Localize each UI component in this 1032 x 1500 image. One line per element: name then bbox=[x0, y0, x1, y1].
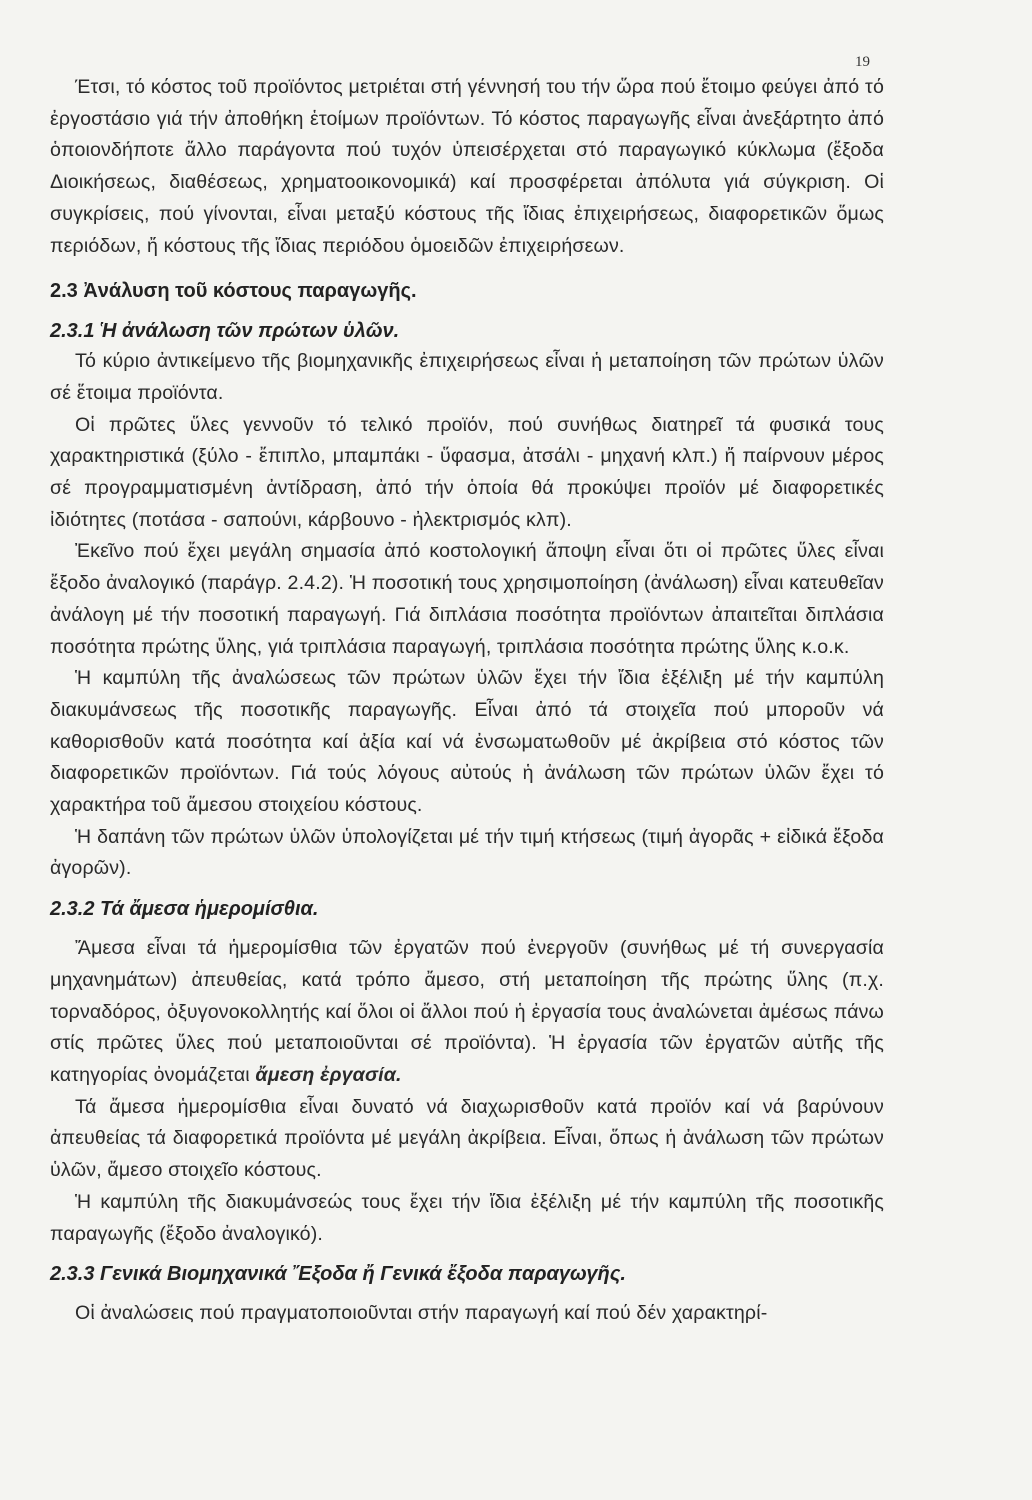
paragraph-raw-materials: Οἱ πρῶτες ὕλες γεννοῦν τό τελικό προϊόν, πού συνήθως διατηρεῖ τά φυσικά τους χαρακτηριστικά (ξύλο - ἔπιπλο, μπαμπάκι - ὕφασμα, ἀτσάλι - μηχανή κλπ.) ἤ παίρνουν μέρος σέ προγραμματισμένη ἀντίδραση, ἀπό τήν ὁποία θά προκύψει προϊόν μέ διαφορετικές ἰδιότητες (ποτάσα - σαπούνι, κάρβουνο - ἠλεκτρισμός κλπ). bbox=[50, 413, 884, 531]
page-number: 19 bbox=[855, 54, 870, 70]
paragraph-proportional-cost: Ἐκεῖνο πού ἔχει μεγάλη σημασία ἀπό κοστολογική ἄποψη εἶναι ὅτι οἱ πρῶτες ὕλες εἶναι ἔξοδο ἀναλογικό (παράγρ. 2.4.2). Ἡ ποσοτική τους χρησιμοποίηση (ἀνάλωση) εἶναι κατευθεῖαν ἀνάλογη μέ τήν ποσοτική παραγωγή. Γιά διπλάσια ποσότητα προϊόντων ἀπαιτεῖται διπλάσια ποσότητα πρώτης ὕλης, γιά τριπλάσια παραγωγή, τριπλάσια ποσότητα πρώτης ὕλης κ.ο.κ. bbox=[50, 540, 884, 658]
paragraph-wages-curve: Ἡ καμπύλη τῆς διακυμάνσεώς τους ἔχει τήν ἴδια ἐξέλιξη μέ τήν καμπύλη τῆς ποσοτικῆς παραγωγῆς (ἔξοδο ἀναλογικό). bbox=[50, 1190, 884, 1245]
paragraph-consumption-curve: Ἡ καμπύλη τῆς ἀναλώσεως τῶν πρώτων ὑλῶν ἔχει τήν ἴδια ἐξέλιξη μέ τήν καμπύλη διακυμάνσεως τῆς ποσοτικῆς παραγωγῆς. Εἶναι ἀπό τά στοιχεῖα πού μποροῦν νά καθορισθοῦν κατά ποσότητα καί ἀξία καί νά ἐνσωματωθοῦν μέ ἀκρίβεια στό κόστος τῶν διαφορετικῶν προϊόντων. Γιά τούς λόγους αὐτούς ἡ ἀνάλωση τῶν πρώτων ὑλῶν ἔχει τό χαρακτήρα τοῦ ἄμεσου στοιχείου κόστους. bbox=[50, 667, 884, 817]
page-body bbox=[50, 72, 884, 1330]
paragraph-cost-definition: Έτσι, τό κόστος τοῦ προϊόντος μετριέται στή γέννησή του τήν ὥρα πού ἔτοιμο φεύγει ἀπό τό ἐργοστάσιο γιά τήν ἀποθήκη ἑτοίμων προϊόντων. Τό κόστος παραγωγῆς εἶναι ἀνεξάρτητο ἀπό ὁποιονδήποτε ἄλλο παράγοντα πού τυχόν ὑπεισέρχεται στό παραγωγικό κύκλωμα (ἔξοδα Διοικήσεως, διαθέσεως, χρηματοοικονομικά) καί προσφέρεται ἀπόλυτα γιά σύγκριση. Οἱ συγκρίσεις, πού γίνονται, εἶναι μεταξύ κόστους τῆς ἴδιας ἐπιχειρήσεως, διαφορετικῶν ὅμως περιόδων, ἤ κόστους τῆς ἴδιας περιόδου ὁμοειδῶν ἐπιχειρήσεων. bbox=[50, 76, 884, 257]
direct-labor-term: ἄμεση ἐργασία. bbox=[255, 1063, 402, 1086]
subsection-heading-2-3-1: 2.3.1 Ἡ ἀνάλωση τῶν πρώτων ὑλῶν. bbox=[50, 320, 400, 343]
paragraph-wages-allocation: Τά ἄμεσα ἡμερομίσθια εἶναι δυνατό νά διαχωρισθοῦν κατά προϊόν καί νά βαρύνουν ἀπευθείας τά διαφορετικά προϊόντα μέ μεγάλη ἀκρίβεια. Εἶναι, ὅπως ἡ ἀνάλωση τῶν πρώτων ὑλῶν, ἄμεσο στοιχεῖο κόστους. bbox=[50, 1095, 884, 1182]
paragraph-direct-wages bbox=[50, 933, 884, 1092]
section-heading-2-3: 2.3 Ἀνάλυση τοῦ κόστους παραγωγῆς. bbox=[50, 280, 417, 303]
subsection-heading-2-3-2: 2.3.2 Τά ἄμεσα ἡμερομίσθια. bbox=[50, 898, 319, 921]
paragraph-general-expenses: Οἱ ἀναλώσεις πού πραγματοποιοῦνται στήν παραγωγή καί πού δέν χαρακτηρί- bbox=[75, 1302, 768, 1325]
direct-wages-text: Ἄμεσα εἶναι τά ἡμερομίσθια τῶν ἐργατῶν πού ἐνεργοῦν (συνήθως μέ τή συνεργασία μηχανημάτων) ἀπευθείας, κατά τρόπο ἄμεσο, στή μεταποίηση τῆς πρώτης ὕλης (π.χ. τορναδόρος, ὀξυγονοκολλητής καί ὅλοι οἱ ἄλλοι πού ἡ ἐργασία τους ἀναλώνεται ἀμέσως πάνω στίς πρῶτες ὕλες πού μεταποιοῦνται σέ προϊόντα). Ἡ ἐργασία τῶν ἐργατῶν αὐτῆς τῆς κατηγορίας ὀνομάζεται bbox=[50, 937, 884, 1086]
paragraph-acquisition-cost: Ἡ δαπάνη τῶν πρώτων ὑλῶν ὑπολογίζεται μέ τήν τιμή κτήσεως (τιμή ἀγορᾶς + εἰδικά ἔξοδα ἀγορῶν). bbox=[50, 825, 884, 880]
subsection-heading-2-3-3: 2.3.3 Γενικά Βιομηχανικά Ἔξοδα ἤ Γενικά ἔξοδα παραγωγῆς. bbox=[50, 1263, 626, 1286]
paragraph-main-object: Τό κύριο ἀντικείμενο τῆς βιομηχανικῆς ἐπιχειρήσεως εἶναι ἡ μεταποίηση τῶν πρώτων ὑλῶν σέ ἕτοιμα προϊόντα. bbox=[50, 350, 884, 404]
